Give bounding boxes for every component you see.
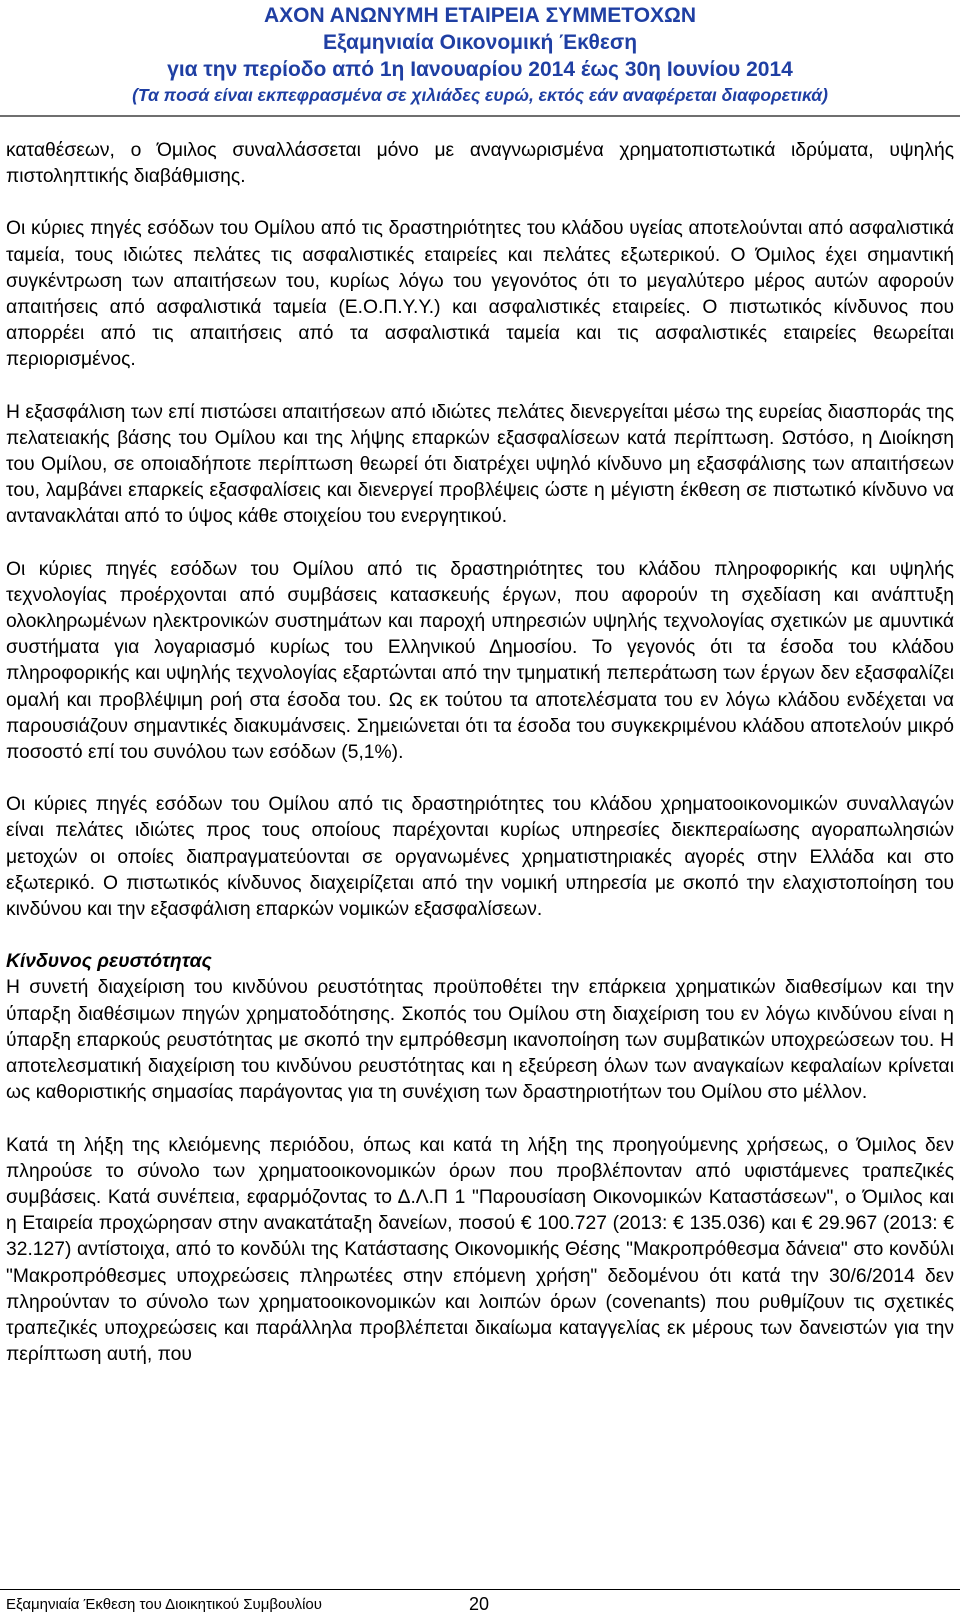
paragraph-loan-covenants: Κατά τη λήξη της κλειόμενης περιόδου, όπως και κατά τη λήξη της προηγούμενης χρήσεως, ο Όμιλος δεν πληρούσε το σύνολο των χρηματοοικονομικών όρων που προβλέπονταν από υφιστάμενες τραπεζικές συμβάσεις. Κατά συνέπεια, εφαρμόζοντας το Δ.Λ.Π 1 "Παρουσίαση Οικονομικών Καταστάσεων", ο Όμιλος και η Εταιρεία προχώρησαν στην ανακατάταξη δανείων, ποσού € 100.727 (2013: € 135.036) και € 29.967 (2013: € 32.127) αντίστοιχα, από το κονδύλι της Κατάστασης Οικονομικής Θέσης "Μακροπρόθεσμα δάνεια" στο κονδύλι "Μακροπρόθεσμες υποχρεώσεις πληρωτέες στην επόμενη χρήση" δεδομένου ότι κατά την 30/6/2014 δεν πληρούνταν το σύνολο των χρηματοοικονομικών και λοιπών όρων (covenants) που ρυθμίζουν τις σχετικές τραπεζικές υποχρεώσεις και παράλληλα προβλέπεται δικαίωμα καταγγελίας εκ μέρους των δανειστών για την περίπτωση αυτή, που: [6, 1134, 954, 1366]
report-period: για την περίοδο από 1η Ιανουαρίου 2014 έως 30η Ιουνίου 2014: [167, 58, 793, 81]
footer-title: Εξαμηνιαία Έκθεση του Διοικητικού Συμβουλίου: [6, 1596, 322, 1613]
paragraph-health-sector: Οι κύριες πηγές εσόδων του Ομίλου από τις δραστηριότητες του κλάδου υγείας αποτελούνται από ασφαλιστικά ταμεία, τους ιδιώτες πελάτες τις ασφαλιστικές εταιρείες και πελάτες εξωτερικού. Ο Όμιλος έχει σημαντική συγκέντρωση των απαιτήσεων του, κυρίως λόγω του γεγονότος ότι το μεγαλύτερο μέρος αυτών αφορούν απαιτήσεις από ασφαλιστικά ταμεία (Ε.Ο.Π.Υ.Υ.) και ασφαλιστικές εταιρείες. Ο πιστωτικός κίνδυνος που απορρέει από τις απαιτήσεις από τα ασφαλιστικά ταμεία και τις ασφαλιστικές εταιρείες θεωρείται περιορισμένος.: [6, 218, 954, 371]
report-title: Εξαμηνιαία Οικονομική Έκθεση: [322, 31, 638, 54]
footer-divider: [0, 1589, 960, 1590]
header-divider: [0, 115, 960, 117]
paragraph-financial-sector: Οι κύριες πηγές εσόδων του Ομίλου από τις δραστηριότητες του κλάδου χρηματοοικονομικών συναλλαγών είναι πελάτες ιδιώτες προς τους οποίους παρέχονται κυρίως υπηρεσίες διεκπεραίωσης αγοραπωλησιών μετοχών οι οποίες διαπραγματεύονται σε οργανωμένες χρηματιστηριακές αγορές στην Ελλάδα και στο εξωτερικό. Ο πιστωτικός κίνδυνος διαχειρίζεται από την νομική υπηρεσία με σκοπό την ελαχιστοποίηση του κινδύνου και την εξασφάλιση επαρκών νομικών εξασφαλίσεων.: [6, 794, 954, 921]
paragraph-deposits: καταθέσεων, ο Όμιλος συναλλάσσεται μόνο με αναγνωρισμένα χρηματοπιστωτικά ιδρύματα, υψηλής πιστοληπτικής διαβάθμισης.: [6, 140, 954, 188]
paragraph-it-sector: Οι κύριες πηγές εσόδων του Ομίλου από τις δραστηριότητες του κλάδου πληροφορικής και υψηλής τεχνολογίας προέρχονται από συμβάσεις κατασκευής έργων, που αφορούν τη σχεδίαση και ανάπτυξη ολοκληρωμένων ηλεκτρονικών συστημάτων και παροχή υπηρεσιών υψηλής τεχνολογίας σχετικών με αμυντικά συστήματα για λογαριασμό κυρίως του Ελληνικού Δημοσίου. Το γεγονός ότι τα έσοδα του κλάδου πληροφορικής και υψηλής τεχνολογίας εξαρτώνται από την τμηματική πεπεράτωση των έργων δεν εξασφαλίζει ομαλή και προβλέψιμη ροή στα έσοδα του. Ως εκ τούτου τα αποτελέσματα του εν λόγω κλάδου ενδέχεται να παρουσιάζουν σημαντικές διακυμάνσεις. Σημειώνεται ότι τα έσοδα του συγκεκριμένου κλάδου αποτελούν μικρό ποσοστό επί του συνόλου των εσόδων (5,1%).: [6, 558, 954, 764]
paragraph-liquidity-management: Η συνετή διαχείριση του κινδύνου ρευστότητας προϋποθέτει την επάρκεια χρηματικών διαθεσίμων και την ύπαρξη διαθέσιμων πηγών χρηματοδότησης. Σκοπός του Ομίλου στη διαχείριση του εν λόγω κινδύνου είναι η ύπαρξη επαρκούς ρευστότητας με σκοπό την εμπρόθεσμη ικανοποίηση των συμβατικών υποχρεώσεων του. Η αποτελεσματική διαχείριση του κινδύνου ρευστότητας και η εξεύρεση όλων των αναγκαίων κεφαλαίων κρίνεται ως καθοριστικής σημασίας παράγοντας για τη συνέχιση των δραστηριοτήτων του Ομίλου στο μέλλον.: [6, 977, 954, 1104]
currency-note: (Τα ποσά είναι εκπεφρασμένα σε χιλιάδες ευρώ, εκτός εάν αναφέρεται διαφορετικά): [132, 85, 828, 105]
company-name: ΑΧΟΝ ΑΝΩΝΥΜΗ ΕΤΑΙΡΕΙΑ ΣΥΜΜΕΤΟΧΩΝ: [263, 4, 697, 27]
document-body: [6, 138, 954, 1368]
paragraph-private-clients: Η εξασφάλιση των επί πιστώσει απαιτήσεων από ιδιώτες πελάτες διενεργείται μέσω της ευρείας διασποράς της πελατειακής βάσης του Ομίλου και της λήψης επαρκών εξασφαλίσεων κατά περίπτωση. Ωστόσο, η Διοίκηση του Ομίλου, σε οποιαδήποτε περίπτωση θεωρεί ότι διατρέχει υψηλό κίνδυνο μη εξασφάλισης των απαιτήσεων του, λαμβάνει επαρκείς εξασφαλίσεις και διενεργεί προβλέψεις ώστε η μέγιστη έκθεση σε πιστωτικό κίνδυνο να αντανακλάται από το ύψος κάθε στοιχείου του ενεργητικού.: [6, 401, 954, 528]
page-number: 20: [469, 1594, 490, 1614]
page-header: [0, 2, 960, 107]
section-heading-liquidity-risk: Κίνδυνος ρευστότητας: [6, 951, 212, 973]
